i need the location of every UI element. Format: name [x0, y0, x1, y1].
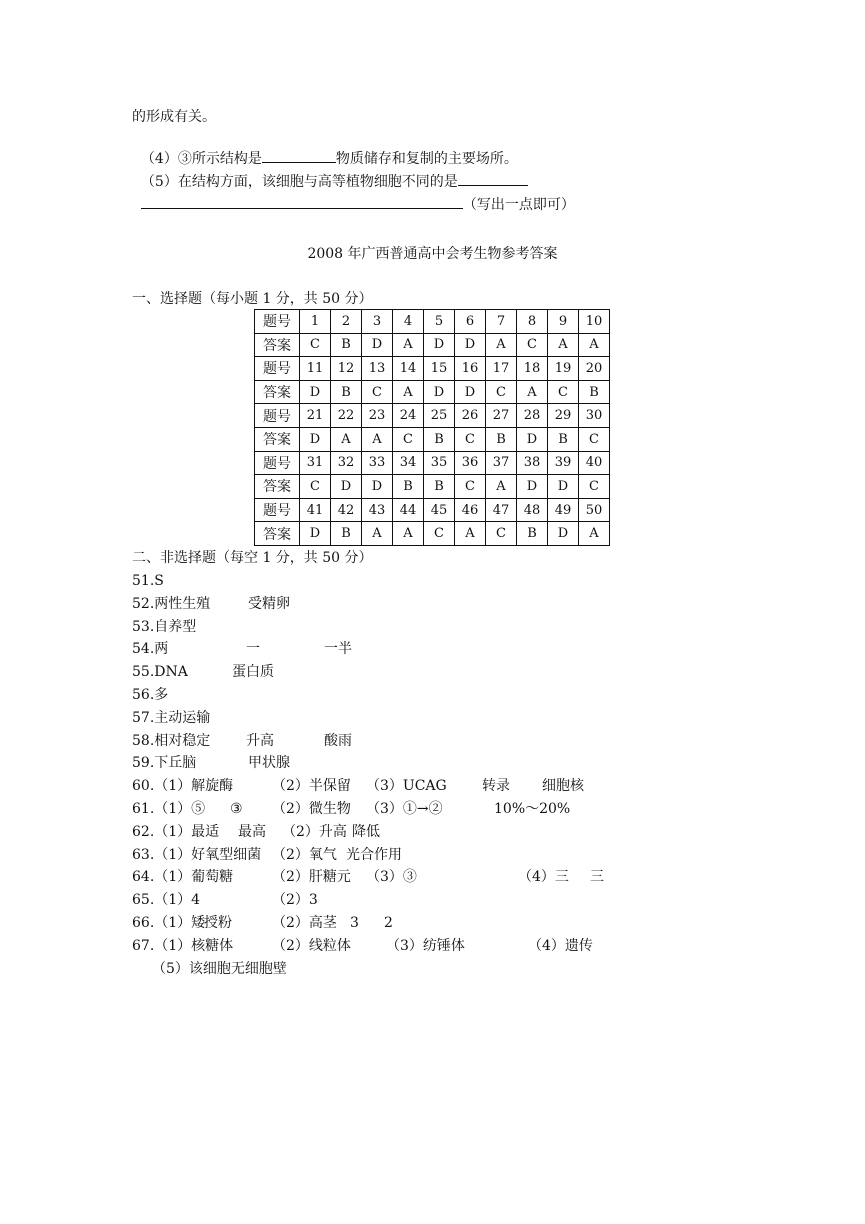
answer-cell: C: [424, 522, 455, 546]
q5-blank-2: [141, 195, 463, 209]
question-number-label-cell: 题号: [255, 310, 300, 334]
question-number-cell: 25: [424, 404, 455, 428]
answer-part: 62.（1）最适: [132, 823, 220, 840]
question-number-cell: 6: [455, 310, 486, 334]
answer-part: （2）3: [272, 892, 318, 909]
question-number-cell: 13: [362, 357, 393, 381]
answer-cell: D: [300, 522, 331, 546]
question-number-cell: 20: [579, 357, 610, 381]
answer-cell: B: [548, 427, 579, 451]
answer-cell: C: [362, 380, 393, 404]
answer-cell: D: [362, 475, 393, 499]
question-number-cell: 21: [300, 404, 331, 428]
question-number-cell: 7: [486, 310, 517, 334]
answer-part: 升高: [246, 732, 274, 749]
answer-part: （4）遗传: [528, 937, 593, 954]
answer-cell: C: [455, 427, 486, 451]
answer-cell: B: [331, 380, 362, 404]
question-number-cell: 38: [517, 451, 548, 475]
answer-part: （2）肝糖元: [272, 869, 351, 886]
answer-cell: C: [393, 427, 424, 451]
question-number-cell: 9: [548, 310, 579, 334]
answer-cell: B: [424, 475, 455, 499]
question-number-cell: 41: [300, 498, 331, 522]
answer-cell: B: [486, 427, 517, 451]
question-number-cell: 23: [362, 404, 393, 428]
answer-cell: D: [548, 475, 579, 499]
answer-cell: D: [517, 427, 548, 451]
question-number-row: [255, 404, 610, 428]
answer-cell: A: [393, 522, 424, 546]
answer-cell: D: [362, 333, 393, 357]
answer-cell: B: [424, 427, 455, 451]
question-number-cell: 2: [331, 310, 362, 334]
answer-part: （5）该细胞无细胞壁: [152, 960, 287, 977]
answer-cell: C: [455, 475, 486, 499]
q5-suffix: （写出一点即可）: [462, 197, 575, 213]
question-number-cell: 48: [517, 498, 548, 522]
answer-label-cell: 答案: [255, 380, 300, 404]
answer-part: （2）半保留: [272, 778, 351, 795]
answer-part: 57.主动运输: [132, 709, 211, 726]
answer-part: （3）③: [366, 869, 417, 886]
answer-cell: C: [300, 333, 331, 357]
answer-part: 59.下丘脑: [132, 755, 197, 772]
answer-label-cell: 答案: [255, 475, 300, 499]
answer-row: [255, 380, 610, 404]
answer-cell: A: [548, 333, 579, 357]
answer-part: 一半: [324, 641, 352, 658]
answer-table: [254, 309, 610, 546]
question-number-cell: 40: [579, 451, 610, 475]
answer-cell: A: [486, 475, 517, 499]
answer-part: 55.DNA: [132, 664, 188, 681]
answer-part: 56.多: [132, 687, 169, 703]
question-number-cell: 14: [393, 357, 424, 381]
question-number-cell: 49: [548, 498, 579, 522]
answer-row: [255, 427, 610, 451]
question-number-cell: 45: [424, 498, 455, 522]
answer-row: [255, 333, 610, 357]
question-number-cell: 37: [486, 451, 517, 475]
question-number-cell: 34: [393, 451, 424, 475]
answer-cell: A: [331, 427, 362, 451]
answer-cell: C: [486, 380, 517, 404]
answer-part: 一: [246, 641, 260, 658]
answer-part: 54.两: [132, 641, 169, 658]
question-number-cell: 50: [579, 498, 610, 522]
answer-part: 细胞核: [542, 778, 584, 795]
section-1-heading: 一、选择题（每小题 1 分，共 50 分）: [132, 291, 373, 307]
answer-cell: A: [579, 333, 610, 357]
answer-label-cell: 答案: [255, 427, 300, 451]
answer-cell: C: [300, 475, 331, 499]
question-number-cell: 36: [455, 451, 486, 475]
answer-cell: A: [362, 427, 393, 451]
answer-part: 67.（1）核糖体: [132, 937, 234, 954]
question-number-cell: 22: [331, 404, 362, 428]
answer-cell: D: [548, 522, 579, 546]
answer-cell: D: [300, 380, 331, 404]
question-number-cell: 11: [300, 357, 331, 381]
question-number-cell: 8: [517, 310, 548, 334]
question-number-cell: 4: [393, 310, 424, 334]
answer-cell: A: [486, 333, 517, 357]
answer-part: 降低: [352, 823, 380, 840]
answer-cell: C: [517, 333, 548, 357]
answer-cell: D: [455, 333, 486, 357]
answer-part: 65.（1）4: [132, 892, 201, 909]
section-2-heading: 二、非选择题（每空 1 分，共 50 分）: [132, 550, 373, 566]
answer-part: 10%～20%: [494, 801, 571, 817]
question-number-row: [255, 451, 610, 475]
question-number-cell: 42: [331, 498, 362, 522]
answer-part: 酸雨: [324, 732, 352, 749]
answer-part: （2）升高: [282, 823, 347, 840]
question-number-cell: 17: [486, 357, 517, 381]
question-number-cell: 27: [486, 404, 517, 428]
page-title: 2008 年广西普通高中会考生物参考答案: [307, 246, 558, 262]
question-number-cell: 30: [579, 404, 610, 428]
question-number-cell: 47: [486, 498, 517, 522]
answer-cell: B: [331, 522, 362, 546]
answer-part: （2）微生物: [272, 801, 351, 817]
answer-row: [255, 475, 610, 499]
question-number-label-cell: 题号: [255, 404, 300, 428]
answer-part: （2）高茎: [272, 915, 337, 931]
question-number-label-cell: 题号: [255, 451, 300, 475]
answer-row: [255, 522, 610, 546]
q4-suffix: 物质储存和复制的主要场所。: [335, 151, 518, 167]
answer-label-cell: 答案: [255, 522, 300, 546]
answer-part: （2）线粒体: [272, 937, 351, 954]
answer-cell: A: [579, 522, 610, 546]
question-number-cell: 10: [579, 310, 610, 334]
answer-part: 51.S: [132, 573, 164, 589]
question-number-row: [255, 357, 610, 381]
answer-part: 53.自养型: [132, 618, 197, 635]
answer-part: 授粉: [204, 915, 232, 931]
answer-cell: A: [517, 380, 548, 404]
answer-part: 61.（1）⑤: [132, 801, 206, 817]
answer-cell: A: [455, 522, 486, 546]
question-number-cell: 15: [424, 357, 455, 381]
question-number-cell: 29: [548, 404, 579, 428]
answer-cell: B: [579, 380, 610, 404]
answer-cell: D: [331, 475, 362, 499]
answer-part: ③: [230, 801, 243, 817]
q5-prefix: （5）在结构方面，该细胞与高等植物细胞不同的是: [140, 174, 458, 190]
answer-part: 蛋白质: [232, 664, 274, 681]
answer-cell: A: [393, 380, 424, 404]
answer-part: （3）①→②: [366, 801, 443, 817]
question-number-cell: 12: [331, 357, 362, 381]
answer-part: （4）三: [518, 869, 569, 886]
answer-cell: D: [424, 380, 455, 404]
answer-cell: A: [362, 522, 393, 546]
question-number-cell: 44: [393, 498, 424, 522]
answer-part: 52.两性生殖: [132, 595, 211, 612]
question-number-cell: 24: [393, 404, 424, 428]
answer-cell: A: [393, 333, 424, 357]
answer-part: （3）纺锤体: [386, 937, 465, 954]
answer-part: 受精卵: [248, 595, 290, 612]
question-number-cell: 43: [362, 498, 393, 522]
answer-cell: C: [579, 427, 610, 451]
question-number-cell: 19: [548, 357, 579, 381]
question-number-row: [255, 310, 610, 334]
answer-part: 三: [590, 869, 604, 886]
answer-label-cell: 答案: [255, 333, 300, 357]
question-number-cell: 31: [300, 451, 331, 475]
question-number-cell: 3: [362, 310, 393, 334]
question-tail-line: 的形成有关。: [132, 109, 216, 125]
question-number-label-cell: 题号: [255, 357, 300, 381]
answer-part: 最高: [238, 823, 266, 840]
answer-part: 甲状腺: [248, 755, 290, 772]
question-number-cell: 16: [455, 357, 486, 381]
answer-cell: D: [424, 333, 455, 357]
answer-cell: C: [548, 380, 579, 404]
answer-cell: B: [331, 333, 362, 357]
question-5-cont: [132, 177, 575, 214]
question-number-cell: 35: [424, 451, 455, 475]
answer-cell: D: [517, 475, 548, 499]
answer-part: 2: [384, 915, 393, 931]
answer-part: 58.相对稳定: [132, 732, 211, 749]
answer-cell: D: [300, 427, 331, 451]
answer-cell: C: [579, 475, 610, 499]
answer-part: （2）氧气: [272, 846, 337, 863]
question-number-cell: 39: [548, 451, 579, 475]
q4-prefix: （4）③所示结构是: [140, 151, 262, 167]
question-number-row: [255, 498, 610, 522]
answer-cell: D: [455, 380, 486, 404]
answer-part: 60.（1）解旋酶: [132, 778, 234, 795]
answer-cell: C: [486, 522, 517, 546]
question-number-cell: 5: [424, 310, 455, 334]
question-number-cell: 32: [331, 451, 362, 475]
answer-part: 3: [350, 915, 359, 931]
question-number-cell: 1: [300, 310, 331, 334]
answer-part: 转录: [482, 778, 510, 795]
question-number-cell: 46: [455, 498, 486, 522]
answer-cell: B: [517, 522, 548, 546]
question-number-cell: 26: [455, 404, 486, 428]
answer-cell: B: [393, 475, 424, 499]
answer-part: 63.（1）好氧型细菌: [132, 846, 262, 863]
question-number-cell: 28: [517, 404, 548, 428]
question-number-cell: 33: [362, 451, 393, 475]
answer-part: （3）UCAG: [366, 778, 447, 795]
answer-part: 64.（1）葡萄糖: [132, 869, 234, 886]
question-number-label-cell: 题号: [255, 498, 300, 522]
answer-part: 66.（1）矮: [132, 915, 206, 931]
question-number-cell: 18: [517, 357, 548, 381]
answer-part: 光合作用: [346, 846, 402, 863]
